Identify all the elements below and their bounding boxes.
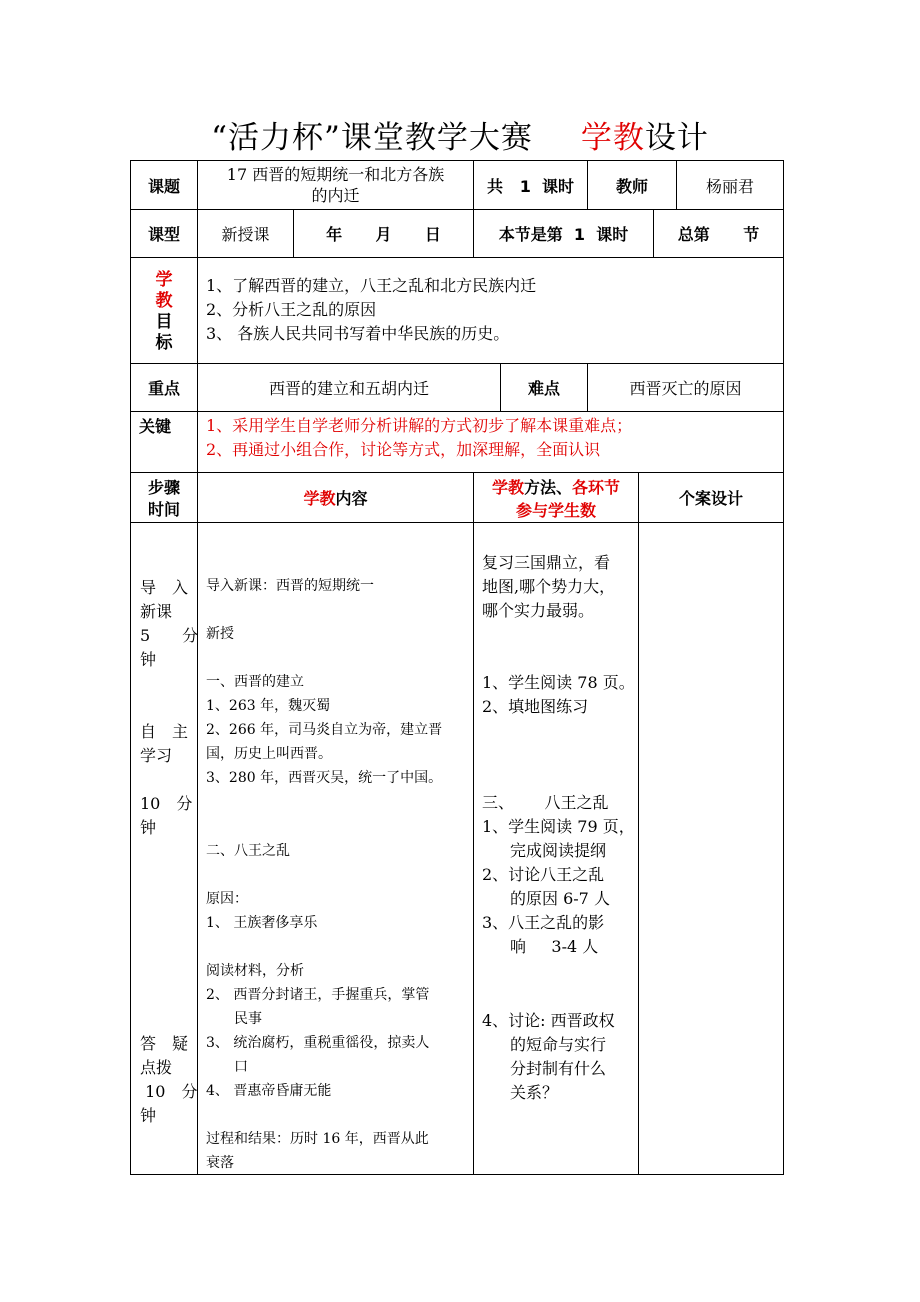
content-line: 导入新课：西晋的短期统一 [206, 578, 374, 594]
header-method-red: 各环节 [572, 478, 621, 497]
step-text: 自 主 [140, 722, 189, 741]
content-line: 衰落 [206, 1155, 234, 1171]
method-line: 响 3-4 人 [510, 937, 599, 956]
step-text: 钟 [140, 650, 157, 669]
label-key: 关键 [139, 417, 172, 436]
content-line: 1、 王族奢侈享乐 [206, 915, 318, 931]
method-line: 三、 八王之乱 [482, 793, 609, 812]
topic-line-2: 的内迁 [311, 186, 360, 205]
method-line: 复习三国鼎立，看 [482, 553, 611, 572]
step-text: 钟 [140, 818, 157, 837]
method-line: 2、填地图练习 [482, 697, 589, 716]
header-content [198, 473, 473, 522]
header-content-red: 学教 [303, 489, 336, 508]
header-method-black: 方法、 [523, 478, 572, 497]
key-point: 西晋的建立和五胡内迁 [268, 379, 429, 398]
goals-label-char: 学 [155, 270, 173, 290]
content-line: 2、266 年，司马炎自立为帝，建立晋 [206, 722, 443, 738]
header-content-black: 内容 [335, 489, 368, 508]
step-text: 点拨 [140, 1058, 173, 1077]
label-lesson-type: 课型 [147, 225, 180, 244]
key-list [206, 414, 776, 462]
this-lesson-number: 本节是第 1 课时 [498, 225, 629, 244]
step-text: 答 疑 [140, 1034, 189, 1053]
lesson-date: 年 月 日 [326, 225, 441, 244]
method-line: 2、讨论八王之乱 [482, 865, 605, 884]
header-method-red: 学教 [491, 478, 524, 497]
method-line: 1、学生阅读 79 页， [482, 817, 635, 836]
method-line: 分封制有什么 [510, 1059, 607, 1078]
goals-label-char: 标 [155, 333, 173, 353]
title-red-text: 学教 [580, 120, 645, 156]
total-hours: 共 1 课时 [487, 176, 574, 196]
header-method-red: 参与学生数 [515, 501, 596, 520]
method-line: 地图,哪个势力大， [482, 577, 616, 596]
goals-list [206, 274, 776, 346]
title-suffix: 设计 [644, 120, 709, 156]
content-line: 2、 西晋分封诸王，手握重兵，掌管 [206, 987, 430, 1003]
key-item: 2、再通过小组合作，讨论等方式，加深理解，全面认识 [206, 440, 601, 459]
step-text: 学习 [140, 746, 173, 765]
method-line: 完成阅读提纲 [510, 841, 607, 860]
content-line: 口 [234, 1059, 248, 1075]
goal-item: 1、了解西晋的建立，八王之乱和北方民族内迁 [206, 276, 537, 295]
label-difficult-point: 难点 [527, 379, 560, 398]
header-case-design: 个案设计 [678, 489, 743, 508]
page-title [0, 112, 920, 157]
teacher-name: 杨丽君 [705, 176, 754, 196]
label-goals [131, 270, 197, 354]
method-line: 的短命与实行 [510, 1035, 607, 1054]
content-line: 阅读材料，分析 [206, 963, 304, 979]
content-line: 新授 [206, 626, 234, 642]
content-line: 3、 统治腐朽，重税重徭役，掠卖人 [206, 1035, 430, 1051]
goal-item: 2、分析八王之乱的原因 [206, 300, 377, 319]
step-text: 10 分 [140, 794, 193, 813]
total-lesson-number: 总第 节 [677, 225, 760, 244]
goals-label-char: 目 [155, 312, 173, 332]
header-steps-line: 时间 [147, 500, 180, 519]
header-steps-line: 步骤 [147, 478, 180, 497]
title-text: “活力杯”课堂教学大赛 [211, 120, 533, 156]
method-line: 4、讨论: 西晋政权 [482, 1011, 615, 1030]
step-text: 10 分 [140, 1082, 198, 1101]
content-line: 3、280 年，西晋灭吴，统一了中国。 [206, 770, 443, 786]
lesson-type: 新授课 [221, 225, 270, 244]
step-text: 钟 [140, 1106, 157, 1125]
topic [198, 161, 473, 209]
step-text: 导 入 [140, 578, 189, 597]
content-line: 过程和结果：历时 16 年，西晋从此 [206, 1131, 429, 1147]
method-line: 3、八王之乱的影 [482, 913, 605, 932]
content-line: 4、 晋惠帝昏庸无能 [206, 1083, 332, 1099]
header-method [474, 476, 638, 522]
content-line: 1、263 年，魏灭蜀 [206, 698, 331, 714]
label-topic: 课题 [147, 176, 180, 196]
method-line: 1、学生阅读 78 页。 [482, 673, 635, 692]
method-line: 关系？ [510, 1083, 559, 1102]
label-teacher: 教师 [615, 176, 648, 196]
header-steps [131, 477, 197, 521]
content-line: 一、西晋的建立 [206, 674, 304, 690]
key-item: 1、采用学生自学老师分析讲解的方式初步了解本课重难点； [206, 416, 633, 435]
goals-label-char: 教 [155, 291, 173, 311]
method-line: 哪个实力最弱。 [482, 601, 595, 620]
content-line: 民事 [234, 1011, 262, 1027]
content-line: 原因： [206, 891, 248, 907]
label-key-point: 重点 [147, 379, 180, 398]
difficult-point: 西晋灭亡的原因 [629, 379, 742, 398]
step-text: 5 分 [140, 626, 199, 645]
content-line: 二、八王之乱 [206, 843, 290, 859]
step-text: 新课 [140, 602, 173, 621]
goal-item: 3、 各族人民共同书写着中华民族的历史。 [206, 324, 510, 343]
content-line: 国，历史上叫西晋。 [206, 746, 332, 762]
method-line: 的原因 6-7 人 [510, 889, 610, 908]
topic-line-1: 17 西晋的短期统一和北方各族 [226, 165, 445, 184]
